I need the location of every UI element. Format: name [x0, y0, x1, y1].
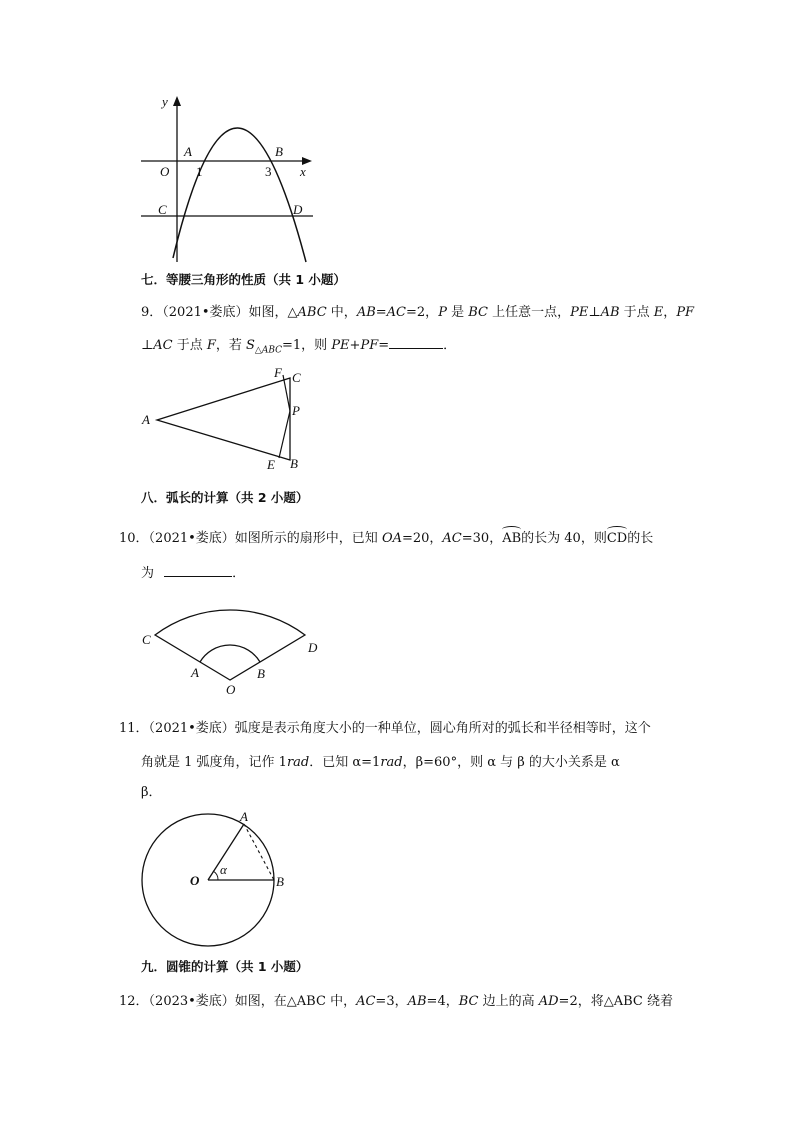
q9-text: 上任意一点，	[487, 305, 571, 320]
q11-text: 角就是 1 弧度角，记作 1	[141, 755, 287, 770]
label-b: B	[257, 666, 265, 681]
sector-figure	[135, 592, 335, 702]
q12-bc: BC	[458, 994, 479, 1009]
q12-text: 中，	[325, 994, 357, 1009]
q11-rad: rad	[286, 755, 310, 770]
q9-end: ．	[443, 338, 457, 353]
q9-s: S	[246, 338, 255, 353]
triangle-svg	[135, 362, 315, 477]
q9-perp: ⊥	[588, 305, 601, 320]
label-a: A	[191, 665, 199, 680]
q9-line1	[141, 301, 694, 320]
q10-text: 10．（2021•娄底）如图所示的扇形中，已知	[119, 531, 382, 546]
q9-eq: =	[375, 305, 387, 320]
parabola-svg	[130, 90, 330, 270]
q12-text: =2，将	[558, 994, 604, 1009]
q11-text: ，β=60°，则 α 与 β 的大小关系是 α	[402, 755, 620, 770]
q12-ab: AB	[407, 994, 427, 1009]
q12-text: 边上的高	[478, 994, 539, 1009]
q10-text: =30，	[461, 531, 503, 546]
section-heading-8: 八．弧长的计算（共 2 小题）	[141, 490, 309, 505]
circle-svg	[135, 805, 305, 960]
q9-text: 中，	[326, 305, 357, 320]
label-c: C	[142, 632, 151, 647]
parabola-curve	[173, 128, 306, 262]
q10-arc-ab	[502, 531, 521, 546]
label-b: B	[275, 144, 283, 159]
q9-text: =1，则	[282, 338, 332, 353]
q12-text: 12．（2023•娄底）如图，在	[119, 994, 287, 1009]
circle-figure	[135, 805, 305, 960]
q9-perp2: ⊥	[141, 338, 154, 353]
q9-pe: PE	[570, 305, 589, 320]
label-alpha: α	[220, 862, 227, 877]
q9-text: 于点	[619, 305, 654, 320]
q10-line1	[119, 527, 653, 546]
q10-text: 为	[141, 566, 159, 581]
label-o: O	[160, 164, 170, 179]
q9-eq3: =	[378, 338, 390, 353]
label-o: O	[190, 873, 200, 888]
q9-e: E	[653, 305, 664, 320]
label-d: D	[293, 202, 303, 217]
q9-eq2: =2，	[406, 305, 439, 320]
q11-line2	[141, 751, 620, 770]
q10-oa: OA	[381, 531, 402, 546]
q12-ad: AD	[538, 994, 559, 1009]
tick-3: 3	[265, 164, 272, 179]
q9-sub: △ABC	[254, 345, 283, 356]
q11-rad: rad	[380, 755, 403, 770]
q12-text: 绕着	[642, 994, 673, 1009]
q12-text: =3，	[375, 994, 408, 1009]
q10-arc-cd-label: CD	[606, 531, 628, 546]
arc-mark	[502, 526, 521, 533]
q9-ab: AB	[356, 305, 376, 320]
label-d: D	[308, 640, 318, 655]
q9-text: 于点	[172, 338, 207, 353]
label-c: C	[292, 370, 301, 385]
q9-pf: PF	[676, 305, 695, 320]
sector-svg	[135, 592, 335, 702]
q9-comma: ，	[663, 305, 677, 320]
q10-end: ．	[232, 566, 246, 581]
angle-mark	[213, 871, 218, 880]
q9-ac2: AC	[153, 338, 173, 353]
q10-line2	[141, 562, 245, 581]
q12-ac: AC	[356, 994, 376, 1009]
q10-ac: AC	[442, 531, 462, 546]
segment-pf	[283, 375, 290, 411]
inner-arc	[200, 645, 260, 662]
triangle-abc	[157, 378, 290, 460]
label-f: F	[274, 365, 282, 380]
q11-text: ．已知 α=1	[309, 755, 381, 770]
q9-p: P	[438, 305, 447, 320]
q12-tri2: △ABC	[603, 994, 643, 1009]
q9-text: 9．（2021•娄底）如图，	[141, 305, 288, 320]
q9-ab2: AB	[600, 305, 620, 320]
q9-tri: △	[287, 305, 298, 320]
q10-answer-blank	[164, 564, 232, 577]
tick-1: 1	[196, 164, 203, 179]
q9-answer-blank	[389, 336, 443, 349]
q9-sum: PE+PF	[331, 338, 379, 353]
label-a: A	[240, 809, 248, 824]
label-a: A	[184, 144, 192, 159]
chord-ab	[244, 824, 274, 880]
q11-line3: β．	[141, 785, 162, 800]
q9-f: F	[206, 338, 216, 353]
q12-text: =4，	[426, 994, 459, 1009]
arc-mark	[607, 526, 627, 533]
label-b: B	[276, 874, 284, 889]
label-b: B	[290, 456, 298, 471]
label-p: P	[292, 403, 300, 418]
section-heading-9: 九．圆锥的计算（共 1 小题）	[141, 959, 309, 974]
label-a: A	[142, 412, 150, 427]
q12-tri: △ABC	[286, 994, 326, 1009]
label-x: x	[300, 164, 306, 179]
q10-text: 的长	[627, 531, 654, 546]
y-axis-arrow	[173, 96, 181, 106]
q9-is: 是	[446, 305, 469, 320]
q12-line1	[119, 990, 673, 1009]
q9-bc: BC	[468, 305, 488, 320]
segment-pe	[279, 411, 290, 458]
label-e: E	[267, 457, 275, 472]
triangle-figure	[135, 362, 315, 477]
parabola-figure	[130, 90, 330, 270]
q10-text: =20，	[401, 531, 443, 546]
q9-abc: ABC	[297, 305, 327, 320]
q10-text: 的长为 40，则	[521, 531, 607, 546]
q10-arc-cd	[607, 531, 627, 546]
section-heading-7: 七．等腰三角形的性质（共 1 小题）	[141, 272, 346, 287]
q11-line1: 11．（2021•娄底）弧度是表示角度大小的一种单位，圆心角所对的弧长和半径相等时，这个	[119, 721, 651, 736]
q9-text: ，若	[215, 338, 247, 353]
q10-arc-ab-label: AB	[502, 531, 522, 546]
label-c: C	[158, 202, 167, 217]
label-y: y	[162, 94, 168, 109]
q9-ac: AC	[386, 305, 407, 320]
q9-line2	[141, 334, 456, 356]
label-o: O	[226, 682, 236, 697]
